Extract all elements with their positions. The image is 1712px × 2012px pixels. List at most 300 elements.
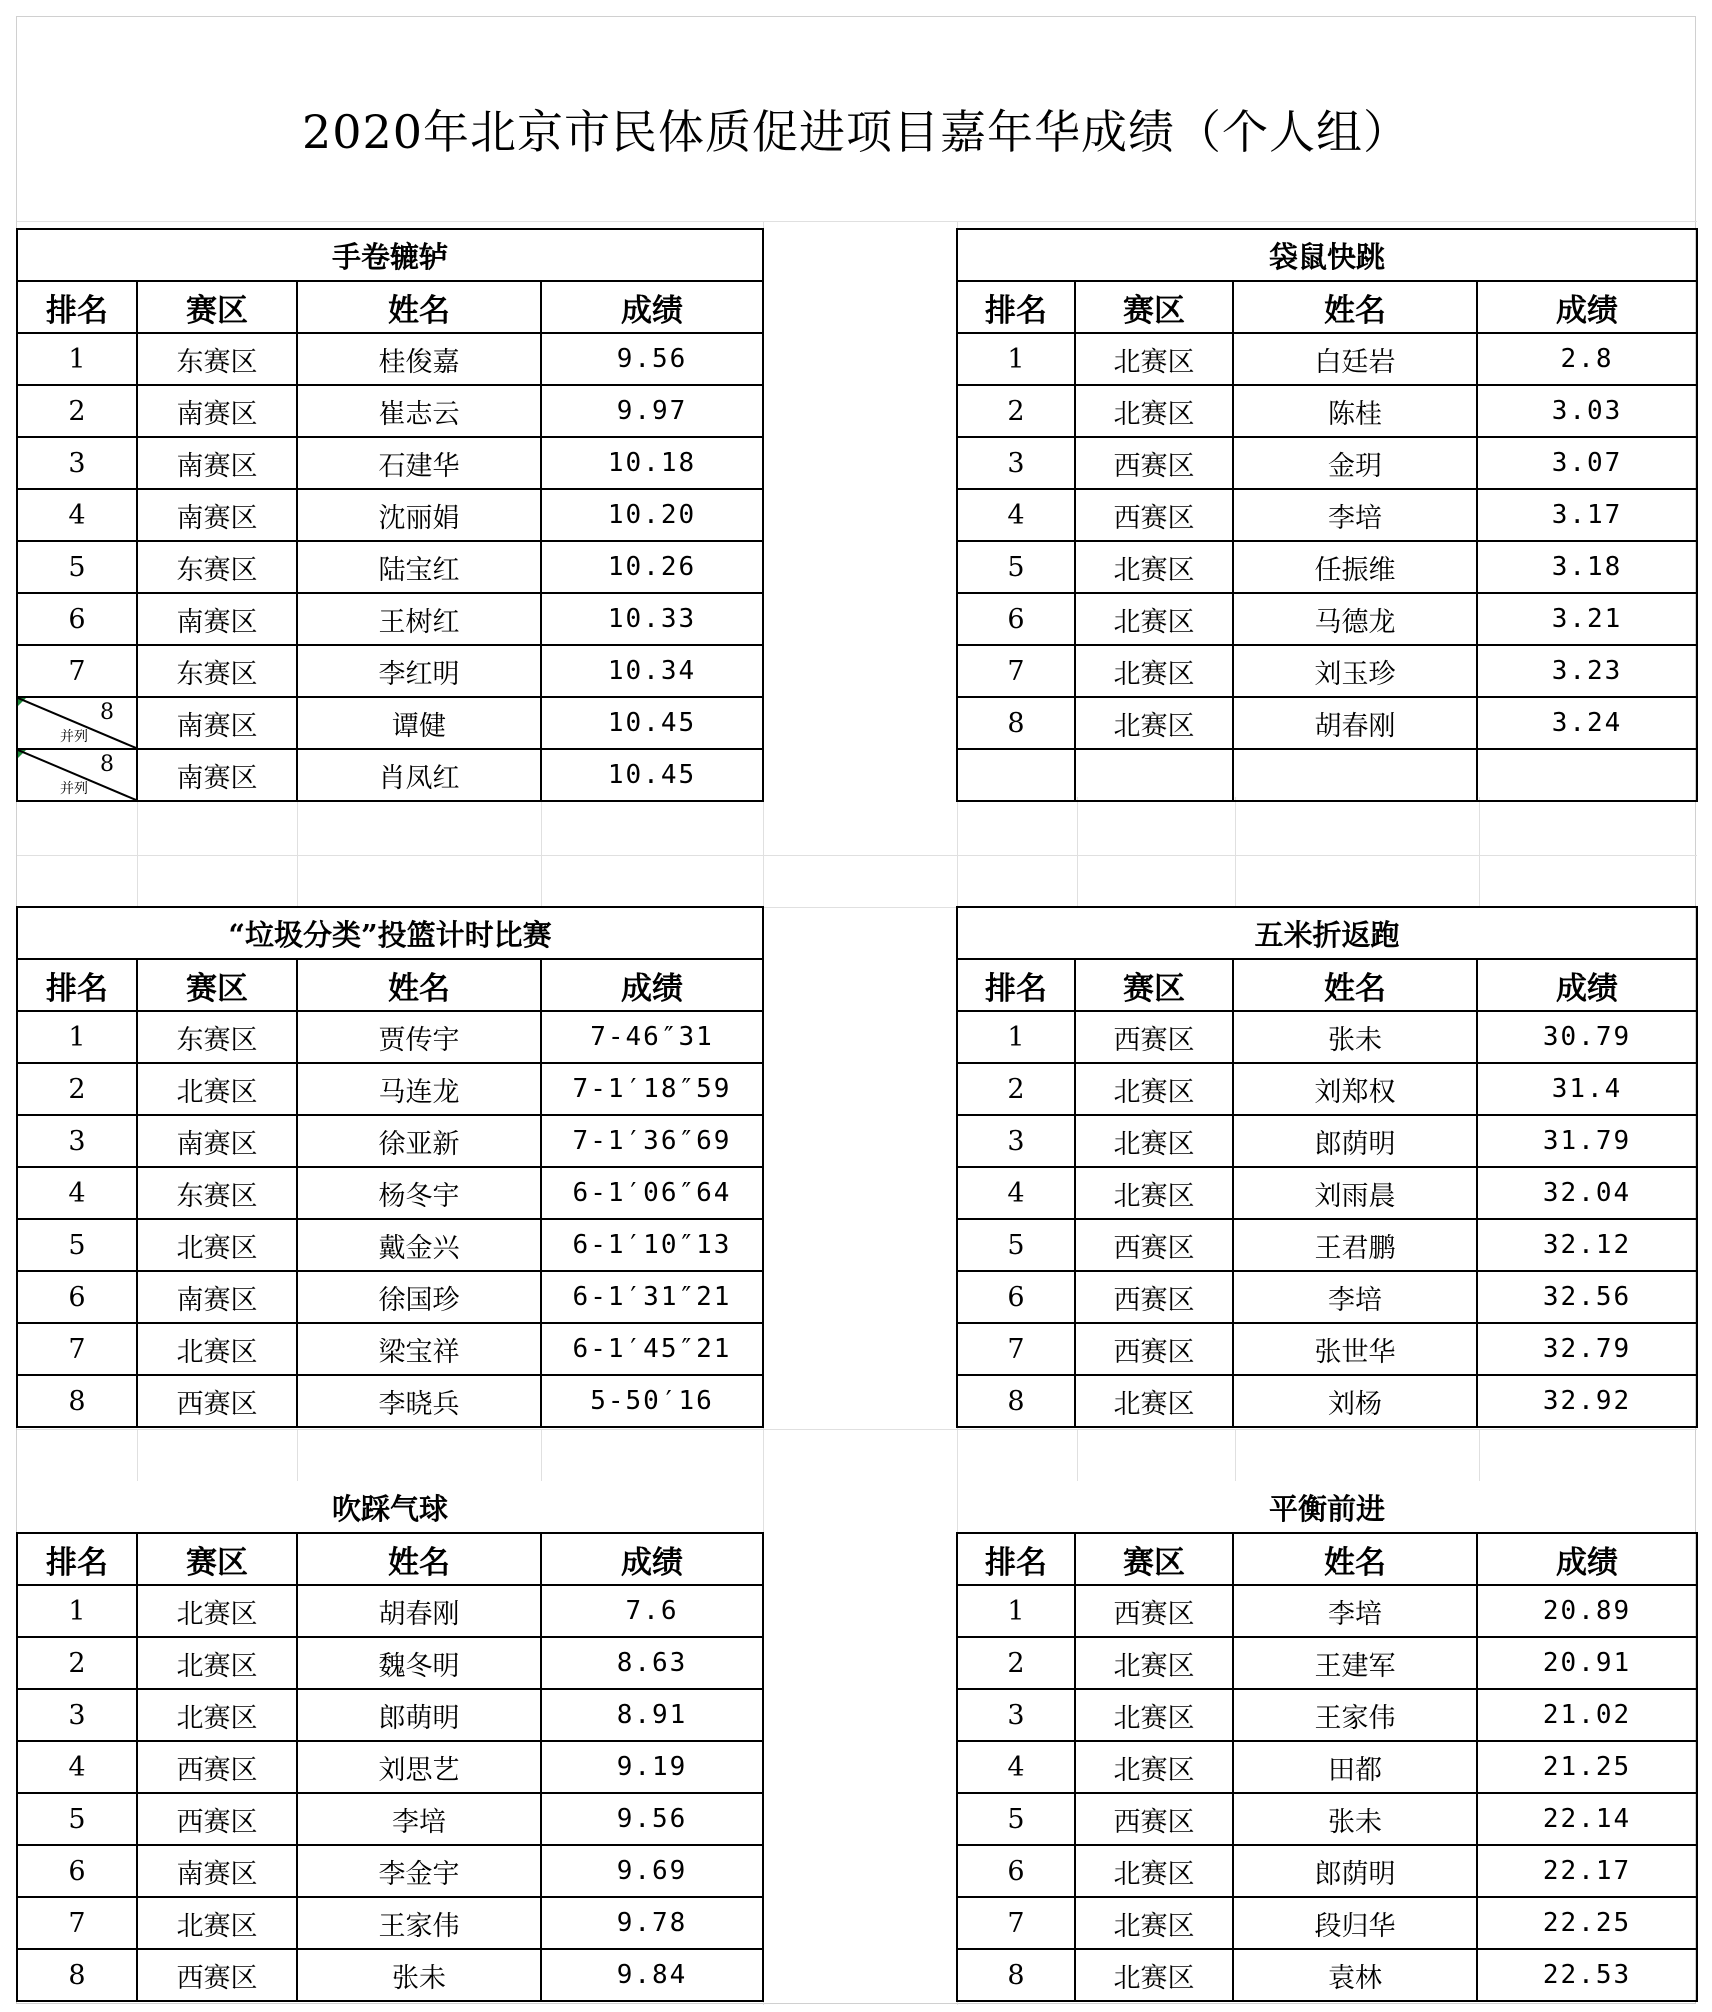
name-cell: 杨冬宇 (297, 1167, 541, 1219)
score-cell: 10.20 (541, 489, 763, 541)
region-cell (1075, 749, 1233, 801)
region-cell: 东赛区 (137, 1011, 297, 1063)
header-rank: 排名 (17, 959, 137, 1011)
score-cell: 10.45 (541, 697, 763, 749)
header-region: 赛区 (1075, 281, 1233, 333)
rank-cell: 2 (957, 385, 1075, 437)
name-cell: 李金宇 (297, 1845, 541, 1897)
score-cell: 20.89 (1477, 1585, 1697, 1637)
header-name: 姓名 (1233, 281, 1477, 333)
table-row (957, 1219, 1697, 1271)
name-cell: 白廷岩 (1233, 333, 1477, 385)
header-name: 姓名 (1233, 1533, 1477, 1585)
name-cell: 王树红 (297, 593, 541, 645)
name-cell: 胡春刚 (1233, 697, 1477, 749)
name-cell: 李培 (297, 1793, 541, 1845)
rank-cell: 5 (957, 1793, 1075, 1845)
region-cell: 北赛区 (137, 1637, 297, 1689)
gridline (17, 855, 1697, 856)
table-row (957, 489, 1697, 541)
results-table (16, 1480, 764, 2002)
rank-cell: 8 (957, 1375, 1075, 1427)
score-cell: 22.25 (1477, 1897, 1697, 1949)
region-cell: 东赛区 (137, 645, 297, 697)
table-row (17, 541, 763, 593)
score-cell: 6-1′06″64 (541, 1167, 763, 1219)
event-panel-kangaroo-jump (956, 228, 1696, 802)
region-cell: 北赛区 (137, 1323, 297, 1375)
region-cell: 北赛区 (137, 1585, 297, 1637)
table-row (957, 1585, 1697, 1637)
region-cell: 北赛区 (1075, 541, 1233, 593)
table-row (17, 1585, 763, 1637)
event-title: 五米折返跑 (957, 907, 1697, 959)
name-cell: 段归华 (1233, 1897, 1477, 1949)
rank-number: 8 (100, 752, 114, 777)
score-cell: 9.97 (541, 385, 763, 437)
name-cell: 梁宝祥 (297, 1323, 541, 1375)
name-cell: 肖凤红 (297, 749, 541, 801)
rank-cell: 1 (957, 1011, 1075, 1063)
region-cell: 北赛区 (137, 1219, 297, 1271)
rank-cell: 7 (957, 645, 1075, 697)
name-cell: 郎萌明 (297, 1689, 541, 1741)
score-cell (1477, 749, 1697, 801)
event-panel-basketball-timed (16, 906, 762, 1428)
table-row (17, 1167, 763, 1219)
region-cell: 北赛区 (1075, 1845, 1233, 1897)
score-cell: 5-50′16 (541, 1375, 763, 1427)
header-score: 成绩 (1477, 959, 1697, 1011)
region-cell: 北赛区 (1075, 1689, 1233, 1741)
name-cell: 刘郑权 (1233, 1063, 1477, 1115)
region-cell: 北赛区 (1075, 645, 1233, 697)
rank-cell: 8 (957, 697, 1075, 749)
region-cell: 北赛区 (1075, 333, 1233, 385)
rank-cell-tied (17, 749, 137, 801)
score-cell: 3.17 (1477, 489, 1697, 541)
name-cell: 马德龙 (1233, 593, 1477, 645)
table-row (957, 1741, 1697, 1793)
header-name: 姓名 (297, 281, 541, 333)
score-cell: 10.26 (541, 541, 763, 593)
results-body (17, 333, 763, 801)
table-row (17, 1637, 763, 1689)
region-cell: 南赛区 (137, 489, 297, 541)
name-cell: 李培 (1233, 489, 1477, 541)
region-cell: 西赛区 (137, 1793, 297, 1845)
region-cell: 北赛区 (1075, 1637, 1233, 1689)
rank-cell: 6 (957, 1845, 1075, 1897)
results-table (956, 228, 1698, 802)
header-name: 姓名 (1233, 959, 1477, 1011)
rank-cell: 4 (957, 489, 1075, 541)
score-cell: 20.91 (1477, 1637, 1697, 1689)
rank-cell: 3 (17, 1115, 137, 1167)
header-score: 成绩 (541, 959, 763, 1011)
header-rank: 排名 (957, 1533, 1075, 1585)
gridline (297, 797, 298, 907)
score-cell: 32.92 (1477, 1375, 1697, 1427)
region-cell: 北赛区 (1075, 1115, 1233, 1167)
gridline (17, 1429, 1697, 1430)
header-region: 赛区 (1075, 959, 1233, 1011)
name-cell: 徐亚新 (297, 1115, 541, 1167)
region-cell: 南赛区 (137, 697, 297, 749)
table-row (17, 1793, 763, 1845)
rank-cell: 6 (17, 1271, 137, 1323)
table-row (957, 593, 1697, 645)
region-cell: 南赛区 (137, 1845, 297, 1897)
table-row (957, 1271, 1697, 1323)
score-cell: 10.45 (541, 749, 763, 801)
header-name: 姓名 (297, 1533, 541, 1585)
header-region: 赛区 (137, 281, 297, 333)
score-cell: 32.56 (1477, 1271, 1697, 1323)
score-cell: 21.25 (1477, 1741, 1697, 1793)
region-cell: 南赛区 (137, 1115, 297, 1167)
rank-cell: 6 (957, 593, 1075, 645)
rank-cell: 2 (957, 1637, 1075, 1689)
gridline (1479, 1429, 1480, 1481)
gridline (1235, 797, 1236, 907)
tie-label: 并列 (60, 781, 88, 797)
score-cell: 8.63 (541, 1637, 763, 1689)
event-panel-balloon (16, 1480, 762, 2002)
header-score: 成绩 (1477, 1533, 1697, 1585)
event-title: 袋鼠快跳 (957, 229, 1697, 281)
event-panel-shuttle-run (956, 906, 1696, 1428)
table-row (957, 1115, 1697, 1167)
region-cell: 西赛区 (1075, 1271, 1233, 1323)
name-cell: 李培 (1233, 1271, 1477, 1323)
results-body (17, 1585, 763, 2001)
score-cell: 3.07 (1477, 437, 1697, 489)
region-cell: 南赛区 (137, 437, 297, 489)
table-row (17, 1741, 763, 1793)
name-cell: 沈丽娟 (297, 489, 541, 541)
score-cell: 9.19 (541, 1741, 763, 1793)
table-row (957, 1793, 1697, 1845)
region-cell: 西赛区 (137, 1375, 297, 1427)
gridline (1235, 1429, 1236, 1481)
rank-cell: 3 (957, 1115, 1075, 1167)
header-region: 赛区 (137, 1533, 297, 1585)
page-title: 2020年北京市民体质促进项目嘉年华成绩（个人组） (301, 105, 1411, 159)
score-cell: 3.03 (1477, 385, 1697, 437)
rank-cell: 3 (17, 1689, 137, 1741)
score-cell: 7.6 (541, 1585, 763, 1637)
gridline (1077, 797, 1078, 907)
table-row (957, 1949, 1697, 2001)
table-row (17, 1949, 763, 2001)
name-cell: 王家伟 (297, 1897, 541, 1949)
name-cell: 王建军 (1233, 1637, 1477, 1689)
table-row (957, 1167, 1697, 1219)
region-cell: 西赛区 (1075, 1219, 1233, 1271)
name-cell: 刘杨 (1233, 1375, 1477, 1427)
name-cell: 刘雨晨 (1233, 1167, 1477, 1219)
region-cell: 北赛区 (1075, 385, 1233, 437)
region-cell: 西赛区 (137, 1949, 297, 2001)
gridline (541, 1429, 542, 1481)
table-row (17, 1115, 763, 1167)
name-cell: 戴金兴 (297, 1219, 541, 1271)
event-title: 手卷辘轳 (17, 229, 763, 281)
header-region: 赛区 (137, 959, 297, 1011)
rank-cell: 4 (957, 1167, 1075, 1219)
table-row (17, 1271, 763, 1323)
score-cell: 30.79 (1477, 1011, 1697, 1063)
score-cell: 7-46″31 (541, 1011, 763, 1063)
results-body (957, 1585, 1697, 2001)
region-cell: 北赛区 (1075, 1741, 1233, 1793)
name-cell: 刘玉珍 (1233, 645, 1477, 697)
name-cell: 张未 (1233, 1011, 1477, 1063)
region-cell: 南赛区 (137, 593, 297, 645)
rank-cell: 6 (17, 593, 137, 645)
rank-cell: 2 (17, 385, 137, 437)
rank-cell: 5 (17, 541, 137, 593)
score-cell: 32.79 (1477, 1323, 1697, 1375)
rank-number: 8 (100, 700, 114, 725)
table-row (17, 593, 763, 645)
table-row (957, 1375, 1697, 1427)
table-row (957, 385, 1697, 437)
table-row (957, 1689, 1697, 1741)
results-body (957, 333, 1697, 801)
header-region: 赛区 (1075, 1533, 1233, 1585)
region-cell: 北赛区 (1075, 697, 1233, 749)
table-row (17, 749, 763, 801)
rank-cell: 3 (957, 1689, 1075, 1741)
name-cell: 李培 (1233, 1585, 1477, 1637)
table-row (957, 1845, 1697, 1897)
table-row (17, 1011, 763, 1063)
name-cell: 袁林 (1233, 1949, 1477, 2001)
table-row (957, 333, 1697, 385)
rank-cell: 7 (17, 1897, 137, 1949)
score-cell: 6-1′45″21 (541, 1323, 763, 1375)
score-cell: 3.23 (1477, 645, 1697, 697)
rank-cell: 7 (17, 645, 137, 697)
rank-cell: 5 (957, 1219, 1075, 1271)
gridline (137, 1429, 138, 1481)
table-row (957, 437, 1697, 489)
tie-label: 并列 (60, 729, 88, 745)
event-panel-balance (956, 1480, 1696, 2002)
gridline (1077, 1429, 1078, 1481)
rank-cell: 1 (17, 1011, 137, 1063)
table-row (17, 1845, 763, 1897)
name-cell: 王家伟 (1233, 1689, 1477, 1741)
table-row (17, 1323, 763, 1375)
region-cell: 北赛区 (137, 1063, 297, 1115)
region-cell: 北赛区 (1075, 1167, 1233, 1219)
header-rank: 排名 (957, 959, 1075, 1011)
table-row (17, 1897, 763, 1949)
rank-cell: 4 (17, 1167, 137, 1219)
region-cell: 南赛区 (137, 1271, 297, 1323)
gridline (137, 797, 138, 907)
region-cell: 西赛区 (1075, 1011, 1233, 1063)
score-cell: 32.12 (1477, 1219, 1697, 1271)
region-cell: 西赛区 (1075, 437, 1233, 489)
name-cell: 王君鹏 (1233, 1219, 1477, 1271)
region-cell: 东赛区 (137, 333, 297, 385)
region-cell: 西赛区 (1075, 1793, 1233, 1845)
name-cell: 任振维 (1233, 541, 1477, 593)
region-cell: 西赛区 (1075, 1585, 1233, 1637)
table-row (17, 333, 763, 385)
score-cell: 9.78 (541, 1897, 763, 1949)
score-cell: 9.56 (541, 1793, 763, 1845)
name-cell: 胡春刚 (297, 1585, 541, 1637)
score-cell: 3.21 (1477, 593, 1697, 645)
event-title: 吹踩气球 (17, 1481, 763, 1533)
event-title: “垃圾分类”投篮计时比赛 (17, 907, 763, 959)
score-cell: 21.02 (1477, 1689, 1697, 1741)
name-cell: 张世华 (1233, 1323, 1477, 1375)
rank-cell: 3 (957, 437, 1075, 489)
name-cell: 谭健 (297, 697, 541, 749)
rank-cell: 1 (17, 1585, 137, 1637)
table-row (17, 385, 763, 437)
region-cell: 北赛区 (1075, 1375, 1233, 1427)
event-panel-hand-winch (16, 228, 762, 802)
score-cell: 8.91 (541, 1689, 763, 1741)
event-title: 平衡前进 (957, 1481, 1697, 1533)
rank-cell: 2 (957, 1063, 1075, 1115)
rank-cell: 5 (957, 541, 1075, 593)
region-cell: 北赛区 (137, 1897, 297, 1949)
score-cell: 9.56 (541, 333, 763, 385)
score-cell: 10.34 (541, 645, 763, 697)
name-cell: 金玥 (1233, 437, 1477, 489)
name-cell: 魏冬明 (297, 1637, 541, 1689)
table-row (957, 645, 1697, 697)
table-row (957, 1637, 1697, 1689)
gridline (1479, 797, 1480, 907)
name-cell: 桂俊嘉 (297, 333, 541, 385)
score-cell: 22.17 (1477, 1845, 1697, 1897)
name-cell: 李晓兵 (297, 1375, 541, 1427)
score-cell: 9.84 (541, 1949, 763, 2001)
region-cell: 西赛区 (1075, 1323, 1233, 1375)
results-table (16, 228, 764, 802)
name-cell: 陈桂 (1233, 385, 1477, 437)
table-row (17, 1375, 763, 1427)
region-cell: 北赛区 (1075, 1063, 1233, 1115)
rank-cell-tied (17, 697, 137, 749)
header-rank: 排名 (17, 281, 137, 333)
header-rank: 排名 (957, 281, 1075, 333)
header-score: 成绩 (541, 1533, 763, 1585)
gridline (297, 1429, 298, 1481)
name-cell: 崔志云 (297, 385, 541, 437)
table-row (957, 541, 1697, 593)
rank-cell: 1 (17, 333, 137, 385)
rank-cell: 7 (957, 1897, 1075, 1949)
results-table (956, 906, 1698, 1428)
table-row (17, 437, 763, 489)
region-cell: 东赛区 (137, 1167, 297, 1219)
table-row (957, 697, 1697, 749)
results-table (956, 1480, 1698, 2002)
rank-cell: 3 (17, 437, 137, 489)
table-row (957, 1323, 1697, 1375)
table-row (17, 1689, 763, 1741)
name-cell: 张未 (297, 1949, 541, 2001)
gridline (17, 221, 1697, 222)
rank-cell: 1 (957, 333, 1075, 385)
score-cell: 31.79 (1477, 1115, 1697, 1167)
score-cell: 7-1′18″59 (541, 1063, 763, 1115)
rank-cell: 5 (17, 1219, 137, 1271)
region-cell: 西赛区 (1075, 489, 1233, 541)
name-cell: 刘思艺 (297, 1741, 541, 1793)
rank-cell: 4 (17, 489, 137, 541)
table-row (17, 489, 763, 541)
name-cell: 马连龙 (297, 1063, 541, 1115)
rank-cell: 6 (957, 1271, 1075, 1323)
results-body (957, 1011, 1697, 1427)
table-row (17, 697, 763, 749)
rank-cell: 8 (957, 1949, 1075, 2001)
table-row (957, 1011, 1697, 1063)
rank-cell: 2 (17, 1063, 137, 1115)
rank-cell: 6 (17, 1845, 137, 1897)
rank-cell: 7 (17, 1323, 137, 1375)
region-cell: 北赛区 (1075, 1949, 1233, 2001)
table-row (957, 1897, 1697, 1949)
name-cell: 李红明 (297, 645, 541, 697)
name-cell: 张未 (1233, 1793, 1477, 1845)
score-cell: 22.14 (1477, 1793, 1697, 1845)
name-cell: 贾传宇 (297, 1011, 541, 1063)
header-name: 姓名 (297, 959, 541, 1011)
name-cell: 郎荫明 (1233, 1115, 1477, 1167)
region-cell: 西赛区 (137, 1741, 297, 1793)
region-cell: 北赛区 (137, 1689, 297, 1741)
score-cell: 10.18 (541, 437, 763, 489)
rank-cell: 7 (957, 1323, 1075, 1375)
region-cell: 南赛区 (137, 749, 297, 801)
header-score: 成绩 (541, 281, 763, 333)
rank-cell (957, 749, 1075, 801)
score-cell: 6-1′10″13 (541, 1219, 763, 1271)
rank-cell: 4 (17, 1741, 137, 1793)
results-table (16, 906, 764, 1428)
name-cell: 徐国珍 (297, 1271, 541, 1323)
name-cell: 陆宝红 (297, 541, 541, 593)
score-cell: 32.04 (1477, 1167, 1697, 1219)
name-cell: 石建华 (297, 437, 541, 489)
score-cell: 2.8 (1477, 333, 1697, 385)
name-cell (1233, 749, 1477, 801)
header-rank: 排名 (17, 1533, 137, 1585)
rank-cell: 8 (17, 1949, 137, 2001)
gridline (541, 797, 542, 907)
score-cell: 3.24 (1477, 697, 1697, 749)
results-body (17, 1011, 763, 1427)
name-cell: 郎荫明 (1233, 1845, 1477, 1897)
score-cell: 7-1′36″69 (541, 1115, 763, 1167)
score-cell: 10.33 (541, 593, 763, 645)
rank-cell: 2 (17, 1637, 137, 1689)
table-row (17, 645, 763, 697)
score-cell: 3.18 (1477, 541, 1697, 593)
